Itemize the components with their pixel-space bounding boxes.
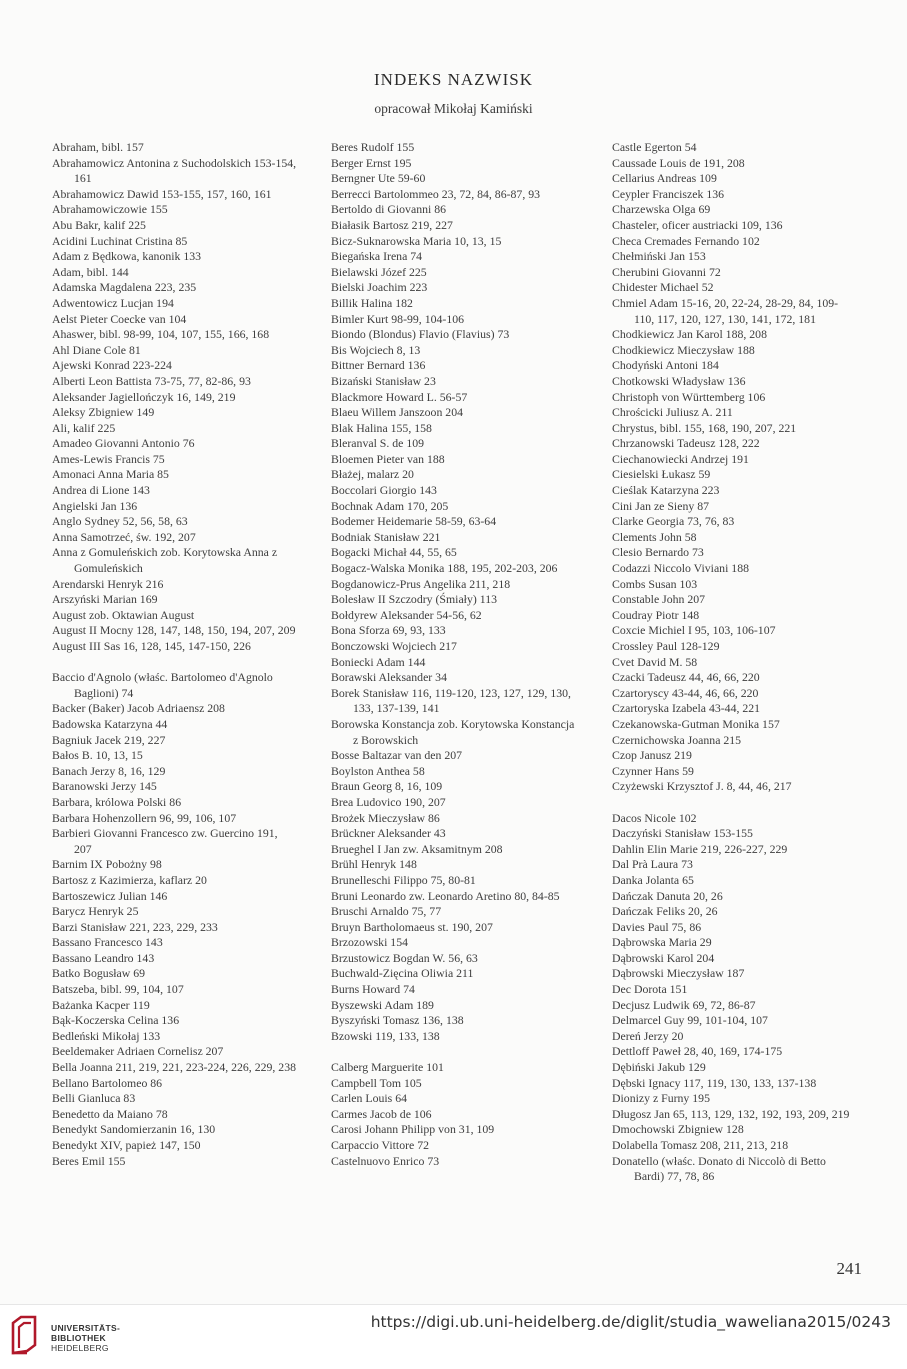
index-entry: Blackmore Howard L. 56-57 [331,389,468,404]
index-entry: Ciesielski Łukasz 59 [612,467,711,482]
index-entry: Aelst Pieter Coecke van 104 [52,311,187,326]
index-entry: Cini Jan ze Sieny 87 [612,498,709,513]
index-entry: Acidini Luchinat Cristina 85 [52,233,188,248]
index-entry: Chełmiński Jan 153 [612,249,706,264]
index-entry: Coxcie Michiel I 95, 103, 106-107 [612,623,776,638]
index-entry: Davies Paul 75, 86 [612,919,702,934]
index-entry: Chrzanowski Tadeusz 128, 222 [612,436,760,451]
index-entry: Bołdyrew Aleksander 54-56, 62 [331,607,482,622]
index-entry: Beres Emil 155 [52,1153,126,1168]
index-entry: Chrościcki Juliusz A. 211 [612,405,733,420]
index-entry: Brożek Mieczysław 86 [331,810,440,825]
index-entry: Baccio d'Agnolo (właśc. Bartolomeo d'Agnolo Baglioni) 74 [52,670,273,700]
index-entry: Anglo Sydney 52, 56, 58, 63 [52,514,188,529]
index-entry: Delmarcel Guy 99, 101-104, 107 [612,1013,768,1028]
index-entry: Cellarius Andreas 109 [612,171,717,186]
index-entry: Bittner Bernard 136 [331,358,426,373]
index-entry: Barycz Henryk 25 [52,904,139,919]
index-entry: Bolesław II Szczodry (Śmiały) 113 [331,592,497,607]
index-entry: Bruyn Bartholomaeus st. 190, 207 [331,919,493,934]
index-entry: Bogacki Michał 44, 55, 65 [331,545,457,560]
index-entry: Ames-Lewis Francis 75 [52,451,165,466]
index-entry: Czyżewski Krzysztof J. 8, 44, 46, 217 [612,779,792,794]
index-entry: Blak Halina 155, 158 [331,420,432,435]
index-entry: Bodemer Heidemarie 58-59, 63-64 [331,514,497,529]
index-entry: Billik Halina 182 [331,295,413,310]
index-entry: Czernichowska Joanna 215 [612,732,742,747]
index-entry: Decjusz Ludwik 69, 72, 86-87 [612,997,756,1012]
index-entry: Campbell Tom 105 [331,1075,422,1090]
index-entry: Ciechanowiecki Andrzej 191 [612,451,749,466]
index-entry: Dahlin Elin Marie 219, 226-227, 229 [612,841,788,856]
index-entry: Ali, kalif 225 [52,420,116,435]
index-entry: Amonaci Anna Maria 85 [52,467,169,482]
index-entry: Bellano Bartolomeo 86 [52,1075,163,1090]
index-entry: Adam z Będkowa, kanonik 133 [52,249,202,264]
index-entry: Dolabella Tomasz 208, 211, 213, 218 [612,1138,789,1152]
index-entry: Bartosz z Kazimierza, kaflarz 20 [52,872,207,887]
index-entry: Brueghel I Jan zw. Aksamitnym 208 [331,841,503,856]
index-entry: Combs Susan 103 [612,576,698,591]
index-entry: Czartoryska Izabela 43-44, 221 [612,701,761,716]
index-entry: Chodyński Antoni 184 [612,358,719,373]
index-entry: Carlen Louis 64 [331,1091,408,1106]
index-entry: Bertoldo di Giovanni 86 [331,202,447,217]
index-entry: Alberti Leon Battista 73-75, 77, 82-86, 93 [52,373,251,388]
index-entry: Anna z Gomuleńskich zob. Korytowska Anna z Gomuleńskich [52,545,278,576]
index-entry: Chasteler, oficer austriacki 109, 136 [612,217,783,232]
index-entry: Borek Stanisław 116, 119-120, 123, 127, 129, 130, 133, 137-139, 141 [331,685,571,716]
index-entry: Beeldemaker Adriaen Cornelisz 207 [52,1044,224,1059]
index-entry: Ahl Diane Cole 81 [52,342,141,357]
index-entry: Dębski Ignacy 117, 119, 130, 133, 137-138 [612,1075,817,1090]
index-entry: Aleksy Zbigniew 149 [52,405,155,420]
index-entry: Adamska Magdalena 223, 235 [52,280,197,295]
index-entry: Crossley Paul 128-129 [612,639,720,653]
index-entry: Benedykt XIV, papież 147, 150 [52,1138,201,1152]
library-name-line2: BIBLIOTHEK [51,1333,106,1343]
index-entry: Bleranval S. de 109 [331,436,425,451]
page-number: 241 [836,1259,862,1278]
index-entry: Abrahamowicz Antonina z Suchodolskich 153-154, 161 [52,155,297,186]
index-entry: Clements John 58 [612,529,697,544]
index-entry: Bona Sforza 69, 93, 133 [331,623,446,638]
index-entry: Dąbrowski Mieczysław 187 [612,966,745,981]
index-entry: Baranowski Jerzy 145 [52,779,157,794]
index-entry: Dal Prà Laura 73 [612,857,693,872]
index-entry: Ahaswer, bibl. 98-99, 104, 107, 155, 166, 168 [52,327,270,342]
index-entry: Backer (Baker) Jacob Adriaensz 208 [52,701,225,716]
index-entry: Bogdanowicz-Prus Angelika 211, 218 [331,576,511,591]
index-entry: Castelnuovo Enrico 73 [331,1153,440,1168]
index-entry: Danka Jolanta 65 [612,872,694,887]
index-entry: Bonczowski Wojciech 217 [331,639,457,653]
index-entry: Biegańska Irena 74 [331,249,423,264]
index-entry: Bloemen Pieter van 188 [331,451,445,466]
index-entry: Carosi Johann Philipp von 31, 109 [331,1122,495,1137]
index-entry: Banach Jerzy 8, 16, 129 [52,763,166,778]
footer-bar [0,1304,907,1369]
index-entry: Castle Egerton 54 [612,140,697,154]
index-entry: Bedleński Mikołaj 133 [52,1028,161,1043]
index-entry: Carmes Jacob de 106 [331,1106,432,1121]
index-entry: Beres Rudolf 155 [331,140,415,154]
index-entry: Długosz Jan 65, 113, 129, 132, 192, 193, 209, 219 [612,1106,850,1121]
index-entry: Bielawski Józef 225 [331,264,427,279]
index-entry: August III Sas 16, 128, 145, 147-150, 226 [52,639,251,653]
index-entry: Brzozowski 154 [331,935,408,950]
index-entry: Chotkowski Władysław 136 [612,373,746,388]
index-entry: Badowska Katarzyna 44 [52,716,168,731]
index-entry: Bis Wojciech 8, 13 [331,342,421,357]
index-entry: Benedykt Sandomierzanin 16, 130 [52,1122,216,1137]
index-entry: Ajewski Konrad 223-224 [52,358,172,373]
index-entry: Dereń Jerzy 20 [612,1028,684,1043]
index-entry: Czacki Tadeusz 44, 46, 66, 220 [612,670,760,685]
index-entry: Bielski Joachim 223 [331,280,428,295]
index-entry: Chmiel Adam 15-16, 20, 22-24, 28-29, 84, 109-110, 117, 120, 127, 130, 141, 172, 181 [612,295,839,326]
index-entry: Aleksander Jagiellończyk 16, 149, 219 [52,389,236,404]
index-entry: Berger Ernst 195 [331,155,412,170]
index-entry: Brzustowicz Bogdan W. 56, 63 [331,950,478,965]
index-entry: Andrea di Lione 143 [52,483,150,498]
index-entry: Charzewska Olga 69 [612,202,711,217]
index-entry: Codazzi Niccolo Viviani 188 [612,561,750,576]
index-entry: Daczyński Stanisław 153-155 [612,826,753,841]
index-entry: Borowska Konstancja zob. Korytowska Konstancja z Borowskich [331,716,575,747]
index-entry: Biondo (Blondus) Flavio (Flavius) 73 [331,327,510,342]
index-column-2 [331,140,576,1169]
index-entry: Błażej, malarz 20 [331,467,414,482]
index-entry: Donatello (właśc. Donato di Niccolò di Betto Bardi) 77, 78, 86 [612,1153,826,1184]
index-entry: Chrystus, bibl. 155, 168, 190, 207, 221 [612,420,797,435]
index-entry: Bruschi Arnaldo 75, 77 [331,904,442,919]
index-entry: Checa Cremades Fernando 102 [612,233,760,248]
index-entry: Belli Gianluca 83 [52,1091,136,1106]
index-entry: Amadeo Giovanni Antonio 76 [52,436,195,451]
index-title: INDEKS NAZWISK [374,70,533,89]
index-entry: August zob. Oktawian August [52,607,195,622]
index-entry: Barbieri Giovanni Francesco zw. Guercino 191, 207 [52,826,278,856]
index-entry: Berngner Ute 59-60 [331,171,426,186]
index-entry: Dettloff Paweł 28, 40, 169, 174-175 [612,1044,783,1059]
index-entry: Coudray Piotr 148 [612,607,700,622]
index-entry: Caussade Louis de 191, 208 [612,155,745,170]
index-entry: Bażanka Kacper 119 [52,997,150,1012]
index-entry: Barbara, królowa Polski 86 [52,794,182,809]
index-entry: Clarke Georgia 73, 76, 83 [612,514,735,529]
index-entry: Constable John 207 [612,592,706,607]
index-entry: Cherubini Giovanni 72 [612,264,721,279]
index-entry: Clesio Bernardo 73 [612,545,704,560]
index-entry: Dacos Nicole 102 [612,810,697,825]
index-entry: Calberg Marguerite 101 [331,1060,444,1075]
index-entry: Abraham, bibl. 157 [52,140,144,154]
index-entry: Bimler Kurt 98-99, 104-106 [331,311,465,326]
index-entry: Buchwald-Zięcina Oliwia 211 [331,966,474,981]
index-entry: Czop Janusz 219 [612,748,692,763]
index-entry: Dec Dorota 151 [612,982,688,997]
index-entry: Barnim IX Pobożny 98 [52,857,162,872]
index-entry: Bassano Francesco 143 [52,935,163,950]
index-entry: Berrecci Bartolommeo 23, 72, 84, 86-87, 93 [331,186,541,201]
index-entry: Batszeba, bibl. 99, 104, 107 [52,982,184,997]
index-subtitle: opracował Mikołaj Kamiński [374,101,533,116]
index-entry: Christoph von Württemberg 106 [612,389,766,404]
index-entry: Boylston Anthea 58 [331,763,425,778]
index-entry: Arendarski Henryk 216 [52,576,164,591]
index-entry: Bogacz-Walska Monika 188, 195, 202-203, 206 [331,561,558,576]
index-entry: Bagniuk Jacek 219, 227 [52,732,166,747]
library-name-line1: UNIVERSITÄTS- [51,1323,121,1333]
index-entry: Cvet David M. 58 [612,654,698,669]
index-entry: Abu Bakr, kalif 225 [52,217,146,232]
index-entry: Anna Samotrzeć, św. 192, 207 [52,529,196,544]
index-entry: Dąbrowska Maria 29 [612,935,712,950]
index-column-1 [52,140,297,1169]
index-entry: Blaeu Willem Janszoon 204 [331,405,464,420]
index-entry: Dańczak Feliks 20, 26 [612,904,718,919]
index-entry: Ceypler Franciszek 136 [612,186,725,201]
index-entry: Dębiński Jakub 129 [612,1060,706,1075]
index-entry: Białasik Bartosz 219, 227 [331,217,453,232]
index-entry: Bizański Stanisław 23 [331,373,436,388]
index-entry: Braun Georg 8, 16, 109 [331,779,443,794]
index-entry: Bassano Leandro 143 [52,950,155,965]
index-entry: Abrahamowiczowie 155 [52,202,168,217]
index-entry: Benedetto da Maiano 78 [52,1106,168,1121]
index-entry: Dąbrowski Karol 204 [612,950,715,965]
index-entry: Byszewski Adam 189 [331,997,434,1012]
index-entry: Brea Ludovico 190, 207 [331,794,446,809]
index-entry: Barzi Stanisław 221, 223, 229, 233 [52,919,218,934]
index-entry: Chodkiewicz Jan Karol 188, 208 [612,327,767,342]
index-entry: Bąk-Koczerska Celina 136 [52,1013,180,1028]
index-entry: Boniecki Adam 144 [331,654,426,669]
index-entry: Czartoryscy 43-44, 46, 66, 220 [612,685,759,700]
index-entry: Cieślak Katarzyna 223 [612,483,720,498]
index-entry: Brunelleschi Filippo 75, 80-81 [331,872,476,887]
index-entry: Czekanowska-Gutman Monika 157 [612,716,780,731]
index-entry: Batko Bogusław 69 [52,966,146,981]
index-entry: Bicz-Suknarowska Maria 10, 13, 15 [331,233,502,248]
index-entry: Bruni Leonardo zw. Leonardo Aretino 80, 84-85 [331,888,560,903]
library-logo-icon [10,1315,38,1355]
index-entry: Carpaccio Vittore 72 [331,1138,430,1152]
index-entry: Adam, bibl. 144 [52,264,129,279]
index-entry: Dańczak Danuta 20, 26 [612,888,723,903]
index-entry: Bella Joanna 211, 219, 221, 223-224, 226, 229, 238 [52,1060,296,1075]
index-entry: Abrahamowicz Dawid 153-155, 157, 160, 161 [52,186,272,201]
index-entry: Chodkiewicz Mieczysław 188 [612,342,755,357]
index-entry: Angielski Jan 136 [52,498,138,513]
index-entry: Burns Howard 74 [331,982,415,997]
library-name-line3: HEIDELBERG [51,1343,109,1353]
index-entry: Boccolari Giorgio 143 [331,483,437,498]
index-entry: Arszyński Marian 169 [52,592,158,607]
index-entry: Bosse Baltazar van den 207 [331,748,463,763]
index-entry: Bochnak Adam 170, 205 [331,498,449,513]
index-entry: Bałos B. 10, 13, 15 [52,748,143,763]
index-entry: Byszyński Tomasz 136, 138 [331,1013,464,1028]
index-entry: Adwentowicz Lucjan 194 [52,295,174,310]
index-entry: Chidester Michael 52 [612,280,714,295]
index-entry: Brückner Aleksander 43 [331,826,446,841]
index-entry: August II Mocny 128, 147, 148, 150, 194, 207, 209 [52,623,296,638]
index-entry: Dionizy z Furny 195 [612,1091,710,1106]
index-column-3 [612,140,857,1185]
index-entry: Bzowski 119, 133, 138 [331,1028,440,1043]
index-entry: Dmochowski Zbigniew 128 [612,1122,744,1137]
index-entry: Borawski Aleksander 34 [331,670,447,685]
index-entry: Bodniak Stanisław 221 [331,529,441,544]
index-entry: Barbara Hohenzollern 96, 99, 106, 107 [52,810,237,825]
index-entry: Czynner Hans 59 [612,763,694,778]
source-url-link[interactable]: https://digi.ub.uni-heidelberg.de/diglit/studia_waweliana2015/0243 [370,1313,891,1331]
index-entry: Bartoszewicz Julian 146 [52,888,168,903]
index-entry: Brühl Henryk 148 [331,857,417,872]
